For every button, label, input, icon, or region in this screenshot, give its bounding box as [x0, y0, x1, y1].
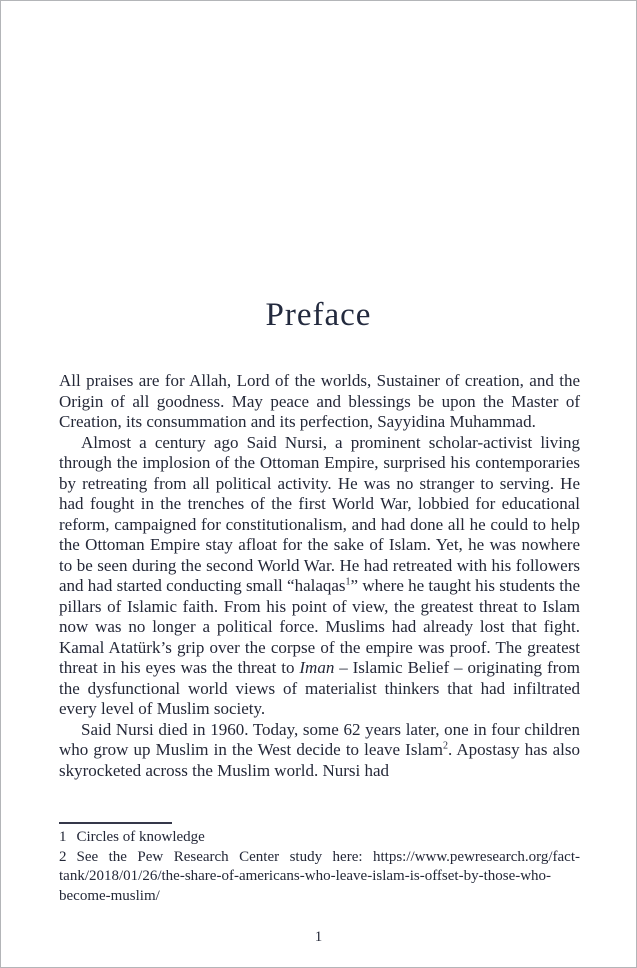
paragraph — [59, 371, 580, 433]
footnote-text: Circles of knowledge — [76, 829, 205, 845]
page-number: 1 — [314, 929, 323, 945]
italic-term: Iman — [299, 658, 335, 677]
text-segment: Said Nursi died in 1960. Today, some 62 years later, one in four children who grow up Muslim in the West decide to leave Islam — [59, 719, 580, 759]
text-segment: Almost a century ago Said Nursi, a prominent scholar-activist living through the implosion of the Ottoman Empire, surprised his contemporaries by retreating from all political activity. He was no stranger to serving. He had fought in the trenches of the first World War, lobbied for educational reform, campaigned for constitutionalism, and had done all he could to help the Ottoman Empire stay afloat for the sake of Islam. Yet, he was nowhere to be seen during the second World War. He had retreated with his followers and had started conducting small “halaqas — [59, 432, 580, 595]
footnotes — [59, 828, 580, 906]
chapter-title: Preface — [265, 297, 372, 333]
footnote-item — [59, 828, 580, 848]
footnote-ref: 2 — [442, 740, 448, 752]
footnote-text: See the Pew Research Center study here: https://www.pewresearch.org/fact-tank/2018/01/26/the-share-of-americans-who-leave-islam-is-offset-by-those-who-become-muslim/ — [59, 848, 580, 904]
footnote-number: 1 — [59, 829, 67, 845]
footnote-separator — [59, 822, 172, 824]
text-segment: . Apostasy has also skyrocketed across the Muslim world. Nursi had — [59, 740, 580, 780]
paragraph — [59, 433, 580, 720]
text-segment: – Islamic Belief – originating from the dysfunctional world views of materialist thinkers that had infiltrated every level of Muslim society. — [59, 658, 580, 718]
text-segment: All praises are for Allah, Lord of the worlds, Sustainer of creation, and the Origin of all goodness. May peace and blessings be upon the Master of Creation, its consummation and its perfection, Sayyidina Muhammad. — [59, 371, 580, 431]
body-text — [59, 371, 580, 781]
paragraph — [59, 720, 580, 782]
footnote-number: 2 — [59, 848, 67, 865]
footnote-ref: 1 — [345, 576, 351, 588]
footnote-item — [59, 848, 580, 907]
text-segment: ” where he taught his students the pillars of Islamic faith. From his point of view, the greatest threat to Islam now was no longer a political force. Muslims had already lost that fight. Kamal Atatürk’s grip over the corpse of the empire was proof. The greatest threat in his eyes was the threat to — [59, 576, 580, 677]
